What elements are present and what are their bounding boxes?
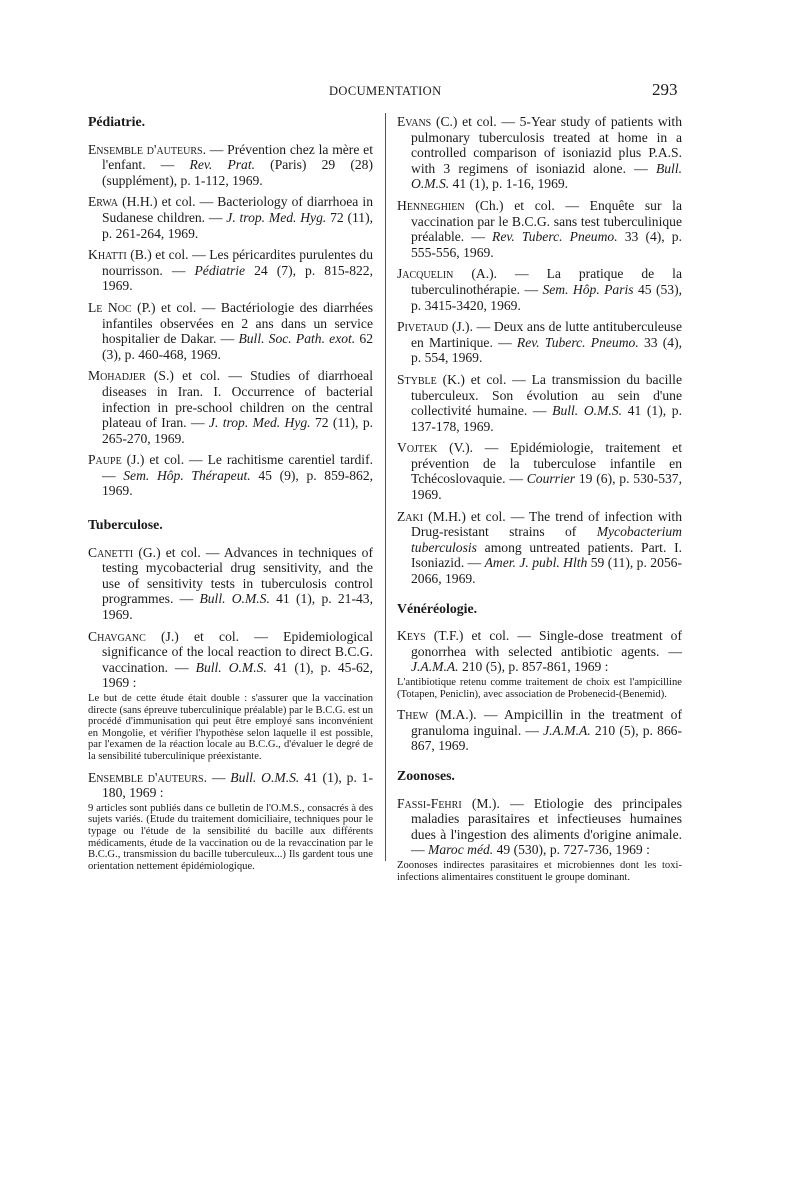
bibliography-entry: Vojtek (V.). — Epidémiologie, traitement et prévention de la tuberculose infantile en Tchécoslovaquie. — Courrier 19 (6), p. 530-537, 1969. — [397, 440, 682, 503]
bibliography-entry: Khatti (B.) et col. — Les péricardites purulentes du nourrisson. — Pédiatrie 24 (7), p. 815-822, 1969. — [88, 247, 373, 294]
page-header — [0, 81, 800, 101]
bibliography-entry: Erwa (H.H.) et col. — Bacteriology of diarrhoea in Sudanese children. — J. trop. Med. Hyg. 72 (11), p. 261-264, 1969. — [88, 194, 373, 241]
page-number: 293 — [652, 80, 678, 99]
section-title-pediatrie: Pédiatrie. — [88, 114, 146, 129]
bibliography-entry: Evans (C.) et col. — 5-Year study of patients with pulmonary tuberculosis treated at home in a controlled comparison of isoniazid plus P.A.S. with 3 regimens of isoniazid alone. — Bull. O.M.S. 41 (1), p. 1-16, 1969. — [397, 114, 682, 192]
right-column — [397, 114, 682, 890]
bibliography-entry: Jacquelin (A.). — La pratique de la tuberculinothérapie. — Sem. Hôp. Paris 45 (53), p. 3415-3420, 1969. — [397, 266, 682, 313]
entry-abstract: Le but de cette étude était double : s'assurer que la vaccination directe (sans épreuve tuberculinique préalable) par le B.C.G. est un procédé d'immunisation qui peut être employé sans inconvénient en Mongolie, et vérifier l'hypothèse selon laquelle il est possible, par l'examen de la réaction locale au B.C.G., d'évaluer le degré de la sensibilité tuberculinique préexistante. — [88, 693, 373, 762]
entry-abstract: L'antibiotique retenu comme traitement de choix est l'ampicilline (Totapen, Peniclin), avec association de Probenecid-(Benemid). — [397, 677, 682, 700]
bibliography-entry: Chavganc (J.) et col. — Epidemiological significance of the local reaction to direct B.C.G. vaccination. — Bull. O.M.S. 41 (1), p. 45-62, 1969 : — [88, 628, 373, 691]
bibliography-entry: Zaki (M.H.) et col. — The trend of infection with Drug-resistant strains of Mycobacterium tuberculosis among untreated patients. Part. I. Isoniazid. — Amer. J. publ. Hlth 59 (11), p. 2056-2066, 1969. — [397, 508, 682, 587]
section-title-venereologie: Vénéréologie. — [397, 600, 478, 616]
bibliography-entry: Ensemble d'auteurs. — Prévention chez la mère et l'enfant. — Rev. Prat. (Paris) 29 (28) (supplément), p. 1-112, 1969. — [88, 141, 373, 188]
bibliography-entry: Pivetaud (J.). — Deux ans de lutte antituberculeuse en Martinique. — Rev. Tuberc. Pneumo. 33 (4), p. 554, 1969. — [397, 319, 683, 366]
running-title: DOCUMENTATION — [329, 84, 442, 98]
entry-abstract: Zoonoses indirectes parasitaires et microbiennes dont les toxi-infections alimentaires constituent le groupe dominant. — [397, 859, 682, 883]
bibliography-entry: Le Noc (P.) et col. — Bactériologie des diarrhées infantiles observées en 2 ans dans un service hospitalier de Dakar. — Bull. Soc. Path. exot. 62 (3), p. 460-468, 1969. — [88, 299, 373, 362]
left-column — [88, 114, 373, 879]
entry-abstract: 9 articles sont publiés dans ce bulletin de l'O.M.S., consacrés à des sujets variés. (Etude du traitement domiciliaire, techniques pour le typage ou l'étude de la sensibilité du bacille aux différents médicaments, étude de la vaccination ou de la revaccination par le B.C.G., transmission du bacille tuberculeux...) Ils gardent tous une orientation nettement épidémiologique. — [88, 802, 373, 872]
bibliography-entry: Henneghien (Ch.) et col. — Enquête sur la vaccination par le B.C.G. sans test tuberculinique préalable. — Rev. Tuberc. Pneumo. 33 (4), p. 555-556, 1969. — [397, 197, 683, 260]
bibliography-entry: Canetti (G.) et col. — Advances in techniques of testing mycobacterial drug sensitivity, and the use of sensitivity tests in tuberculosis control programmes. — Bull. O.M.S. 41 (1), p. 21-43, 1969. — [88, 544, 373, 623]
column-divider — [385, 113, 386, 861]
bibliography-entry: Mohadjer (S.) et col. — Studies of diarrhoeal diseases in Iran. I. Occurrence of bacterial infection in pre-school children on the central plateau of Iran. — J. trop. Med. Hyg. 72 (11), p. 265-270, 1969. — [88, 368, 374, 446]
bibliography-entry: Fassi-Fehri (M.). — Etiologie des principales maladies parasitaires et infectieuses humaines dues à l'ingestion des aliments d'origine animale. — Maroc méd. 49 (530), p. 727-736, 1969 : — [397, 795, 682, 858]
bibliography-entry: Styble (K.) et col. — La transmission du bacille tuberculeux. Son évolution au sein d'une collectivité humaine. — Bull. O.M.S. 41 (1), p. 137-178, 1969. — [397, 371, 682, 434]
bibliography-entry: Ensemble d'auteurs. — Bull. O.M.S. 41 (1), p. 1-180, 1969 : — [88, 769, 373, 801]
bibliography-entry: Keys (T.F.) et col. — Single-dose treatment of gonorrhea with selected antibiotic agents. — J.A.M.A. 210 (5), p. 857-861, 1969 : — [397, 628, 682, 675]
section-title-zoonoses: Zoonoses. — [397, 767, 455, 783]
bibliography-entry: Paupe (J.) et col. — Le rachitisme carentiel tardif. — Sem. Hôp. Thérapeut. 45 (9), p. 859-862, 1969. — [88, 452, 374, 499]
bibliography-entry: Thew (M.A.). — Ampicillin in the treatment of granuloma inguinal. — J.A.M.A. 210 (5), p. 866-867, 1969. — [397, 707, 682, 754]
section-title-tuberculose: Tuberculose. — [88, 517, 163, 533]
